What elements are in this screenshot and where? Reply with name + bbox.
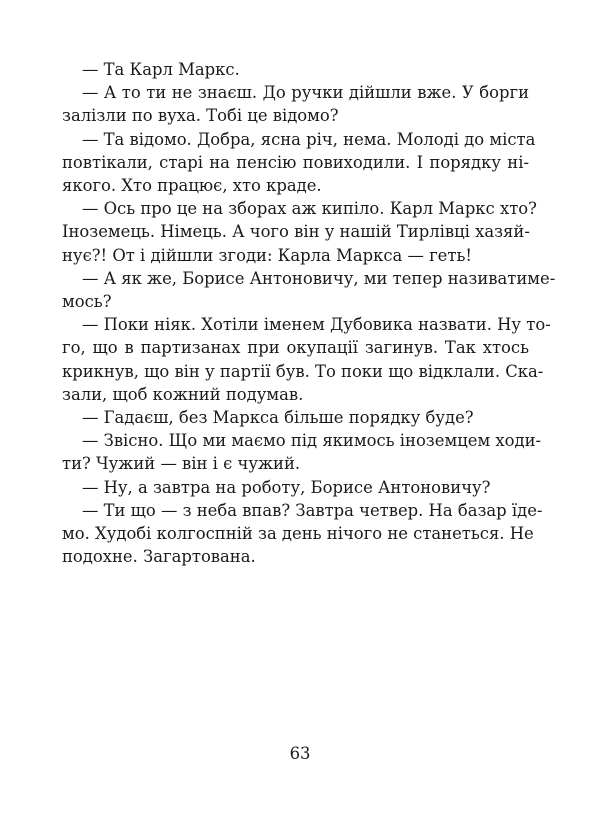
dialogue-paragraph (62, 58, 529, 81)
text-line: го, що в партизанах при окупації загинув. Так хтось (62, 338, 529, 358)
text-line: крикнув, що він у партії був. То поки що відклали. Ска- (62, 361, 544, 381)
text-line: якого. Хто працює, хто краде. (62, 176, 322, 196)
text-line: — А то ти не знаєш. До ручки дійшли вже. У борги (82, 83, 529, 103)
text-line: — Ну, а завтра на роботу, Борисе Антоновичу? (82, 477, 491, 497)
dialogue-paragraph (62, 197, 537, 267)
dialogue-paragraph (62, 81, 529, 127)
text-line: повтікали, старі на пенсію повиходили. І порядку ні- (62, 152, 529, 172)
text-line: — Звісно. Що ми маємо під якимось іноземцем ходи- (82, 431, 542, 451)
text-line: мо. Худобі колгоспній за день нічого не станеться. Не (62, 524, 534, 544)
dialogue-paragraph (62, 499, 543, 569)
text-line: Іноземець. Німець. А чого він у нашій Тирлівці хазяй- (62, 222, 530, 242)
text-line: — Поки ніяк. Хотіли іменем Дубовика назвати. Ну то- (82, 315, 551, 335)
text-line: — Ти що — з неба впав? Завтра четвер. На базар їде- (82, 500, 543, 520)
body-text (62, 58, 556, 568)
text-line: залізли по вуха. Тобі це відомо? (62, 106, 339, 126)
text-line: — Та відомо. Добра, ясна річ, нема. Молоді до міста (82, 129, 536, 149)
text-line: — Гадаєш, без Маркса більше порядку буде? (82, 408, 474, 428)
page-number: 63 (289, 744, 311, 763)
text-line: ти? Чужий — він і є чужий. (62, 454, 301, 474)
dialogue-paragraph (62, 429, 542, 475)
dialogue-paragraph (62, 313, 551, 406)
dialogue-paragraph (62, 476, 529, 499)
text-line: подохне. Загартована. (62, 547, 256, 567)
text-line: — Ось про це на зборах аж кипіло. Карл Маркс хто? (82, 199, 537, 219)
text-line: зали, щоб кожний подумав. (62, 384, 304, 404)
text-line: нує?! От і дійшли згоди: Карла Маркса — геть! (62, 245, 472, 265)
text-line: — Та Карл Маркс. (82, 60, 240, 79)
dialogue-paragraph (62, 406, 529, 429)
dialogue-paragraph (62, 128, 536, 198)
text-line: — А як же, Борисе Антоновичу, ми тепер називатиме- (82, 268, 556, 288)
text-line: мось? (62, 292, 112, 312)
dialogue-paragraph (62, 267, 556, 313)
